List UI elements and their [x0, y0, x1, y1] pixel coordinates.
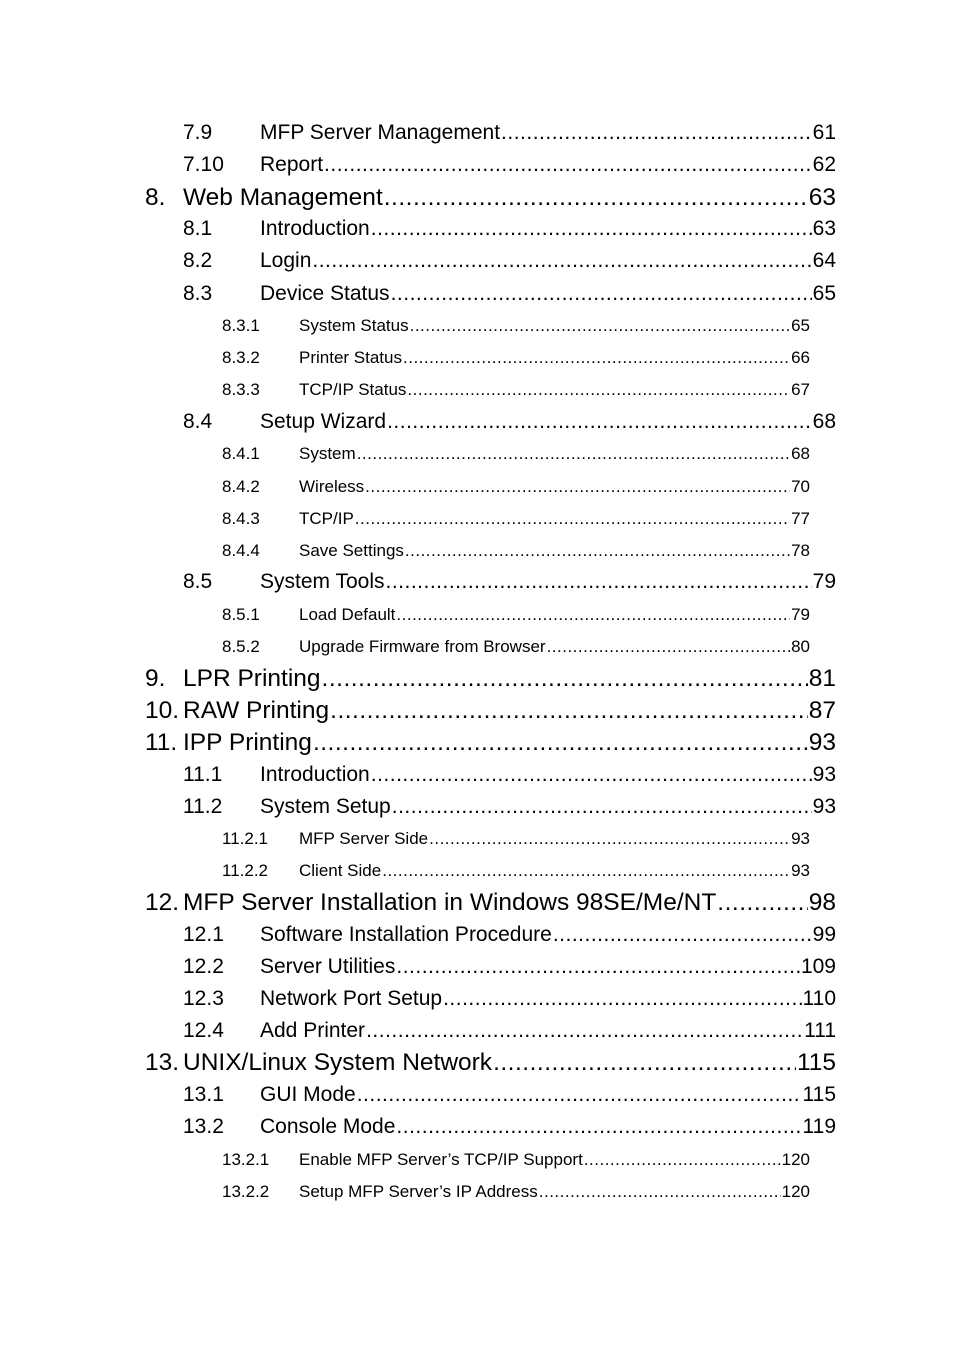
dot-leader: [355, 509, 790, 529]
toc-entry-page: 70: [791, 477, 810, 496]
toc-entry-page: 120: [781, 1150, 810, 1169]
dot-leader: [324, 153, 812, 177]
toc-entry-number: 12.4: [183, 1019, 224, 1042]
toc-entry-number: 8.3: [183, 282, 213, 305]
toc-entry-title: RAW Printing: [183, 697, 330, 724]
toc-entry-number: 8.5.2: [222, 637, 260, 656]
toc-entry-number: 10.: [145, 697, 180, 724]
toc-entry-title: Report: [260, 153, 324, 176]
dot-leader: [384, 184, 808, 212]
toc-entry-title: Client Side: [299, 861, 382, 880]
toc-entry-title: Setup MFP Server’s IP Address: [299, 1182, 538, 1201]
toc-entry-page: 64: [812, 249, 836, 272]
dot-leader: [371, 763, 812, 787]
toc-entry-title: System: [299, 444, 356, 463]
toc-entry-title: Software Installation Procedure: [260, 923, 552, 946]
toc-entry[interactable]: [145, 697, 836, 727]
toc-entry-title: TCP/IP: [299, 509, 354, 528]
toc-entry-number: 13.2.2: [222, 1182, 270, 1201]
dot-leader: [396, 955, 800, 979]
toc-entry[interactable]: [183, 282, 836, 310]
toc-entry[interactable]: [183, 249, 836, 277]
toc-entry-title: GUI Mode: [260, 1083, 356, 1106]
dot-leader: [371, 217, 812, 241]
toc-entry[interactable]: [183, 121, 836, 149]
toc-entry-number: 12.2: [183, 955, 224, 978]
toc-entry-page: 119: [802, 1115, 836, 1138]
toc-entry[interactable]: [183, 1019, 836, 1047]
toc-entry-number: 13.2: [183, 1115, 224, 1138]
toc-entry-number: 7.9: [183, 121, 213, 144]
toc-entry-page: 78: [791, 541, 810, 560]
toc-entry-page: 87: [808, 697, 836, 724]
dot-leader: [493, 1049, 796, 1077]
toc-entry-page: 63: [812, 217, 836, 240]
toc-entry-page: 93: [791, 829, 810, 848]
toc-entry[interactable]: [183, 955, 836, 983]
dot-leader: [391, 282, 812, 306]
toc-entry-page: 81: [808, 665, 836, 692]
toc-entry-title: Enable MFP Server’s TCP/IP Support: [299, 1150, 583, 1169]
toc-entry-page: 65: [812, 282, 836, 305]
toc-entry[interactable]: [222, 477, 810, 501]
toc-entry-number: 11.1: [183, 763, 223, 786]
toc-entry-number: 8.4: [183, 410, 213, 433]
toc-entry-page: 110: [802, 987, 836, 1010]
toc-entry-title: Setup Wizard: [260, 410, 387, 433]
toc-entry[interactable]: [145, 1049, 836, 1079]
toc-entry-number: 8.2: [183, 249, 213, 272]
toc-entry-page: 61: [812, 121, 836, 144]
dot-leader: [322, 665, 808, 693]
toc-entry-title: System Setup: [260, 795, 391, 818]
dot-leader: [584, 1150, 781, 1170]
toc-entry-page: 67: [791, 380, 810, 399]
toc-entry-number: 11.2.2: [222, 861, 269, 880]
dot-leader: [407, 380, 790, 400]
toc-entry-title: Console Mode: [260, 1115, 396, 1138]
toc-entry-title: Introduction: [260, 763, 370, 786]
dot-leader: [501, 121, 812, 145]
toc-entry-page: 79: [791, 605, 810, 624]
toc-entry[interactable]: [222, 1182, 810, 1206]
toc-entry-page: 93: [812, 795, 836, 818]
toc-entry-title: MFP Server Management: [260, 121, 501, 144]
dot-leader: [382, 861, 790, 881]
toc-entry-number: 8.4.1: [222, 444, 260, 463]
toc-entry-number: 12.1: [183, 923, 224, 946]
toc-entry-page: 62: [812, 153, 836, 176]
toc-entry[interactable]: [145, 729, 836, 759]
toc-entry-title: Web Management: [183, 184, 383, 211]
dot-leader: [429, 829, 790, 849]
toc-entry-number: 9.: [145, 665, 166, 692]
toc-entry-number: 11.2: [183, 795, 223, 818]
toc-entry-title: Network Port Setup: [260, 987, 443, 1010]
toc-entry-page: 65: [791, 316, 810, 335]
toc-entry-title: UNIX/Linux System Network: [183, 1049, 493, 1076]
toc-entry-number: 13.1: [183, 1083, 224, 1106]
toc-entry-page: 79: [812, 570, 836, 593]
toc-entry-title: TCP/IP Status: [299, 380, 407, 399]
toc-entry-number: 7.10: [183, 153, 224, 176]
toc-entry[interactable]: [183, 987, 836, 1015]
dot-leader: [357, 444, 790, 464]
toc-entry-number: 8.4.3: [222, 509, 260, 528]
toc-entry-number: 12.3: [183, 987, 224, 1010]
dot-leader: [366, 1019, 803, 1043]
toc-entry[interactable]: [222, 380, 810, 404]
toc-entry-number: 13.2.1: [222, 1150, 270, 1169]
toc-entry-page: 66: [791, 348, 810, 367]
toc-entry-number: 8.: [145, 184, 166, 211]
dot-leader: [365, 477, 790, 497]
toc-entry-page: 63: [808, 184, 836, 211]
toc-entry[interactable]: [183, 217, 836, 245]
dot-leader: [396, 605, 790, 625]
toc-entry-title: Upgrade Firmware from Browser: [299, 637, 546, 656]
dot-leader: [396, 1115, 801, 1139]
toc-entry-title: LPR Printing: [183, 665, 321, 692]
toc-entry-page: 115: [802, 1083, 836, 1106]
dot-leader: [410, 316, 790, 336]
toc-entry-page: 109: [800, 955, 836, 978]
dot-leader: [547, 637, 791, 657]
dot-leader: [330, 697, 808, 725]
dot-leader: [357, 1083, 802, 1107]
toc-entry-number: 13.: [145, 1049, 180, 1076]
toc-entry-page: 111: [804, 1019, 836, 1042]
toc-entry-title: Device Status: [260, 282, 390, 305]
toc-entry[interactable]: [222, 444, 810, 468]
toc-entry-number: 8.4.2: [222, 477, 260, 496]
toc-entry-number: 8.3.3: [222, 380, 260, 399]
dot-leader: [387, 410, 812, 434]
toc-entry-title: System Status: [299, 316, 409, 335]
toc-entry[interactable]: [183, 570, 836, 598]
toc-entry-page: 93: [812, 763, 836, 786]
toc-entry[interactable]: [222, 348, 810, 372]
dot-leader: [386, 570, 812, 594]
toc-entry-page: 77: [791, 509, 810, 528]
dot-leader: [443, 987, 801, 1011]
toc-entry-page: 120: [781, 1182, 810, 1201]
toc-entry[interactable]: [222, 637, 810, 661]
dot-leader: [539, 1182, 781, 1202]
toc-entry[interactable]: [222, 605, 810, 629]
toc-entry[interactable]: [222, 1150, 810, 1174]
toc-entry-page: 93: [791, 861, 810, 880]
dot-leader: [553, 923, 812, 947]
dot-leader: [405, 541, 790, 561]
toc-entry-title: MFP Server Installation in Windows 98SE/Me/NT: [183, 889, 717, 916]
toc-entry-number: 12.: [145, 889, 180, 916]
toc-entry-page: 68: [812, 410, 836, 433]
toc-entry[interactable]: [222, 861, 810, 885]
toc-entry-page: 80: [791, 637, 810, 656]
toc-entry-title: Wireless: [299, 477, 365, 496]
toc-entry-page: 115: [796, 1049, 836, 1076]
toc-entry-title: Load Default: [299, 605, 396, 624]
toc-entry-number: 8.3.2: [222, 348, 260, 367]
toc-entry-number: 8.5.1: [222, 605, 260, 624]
toc-entry-number: 8.5: [183, 570, 213, 593]
dot-leader: [403, 348, 790, 368]
toc-entry-title: Server Utilities: [260, 955, 396, 978]
toc-entry[interactable]: [183, 795, 836, 823]
toc-entry[interactable]: [145, 665, 836, 695]
dot-leader: [717, 889, 807, 917]
toc-entry-page: 93: [808, 729, 836, 756]
toc-entry-page: 98: [808, 889, 836, 916]
toc-entry-number: 11.2.1: [222, 829, 269, 848]
toc-entry[interactable]: [145, 184, 836, 214]
toc-entry-title: Printer Status: [299, 348, 402, 367]
toc-entry-page: 99: [812, 923, 836, 946]
dot-leader: [312, 249, 811, 273]
toc-entry[interactable]: [145, 889, 836, 919]
toc-entry-number: 8.1: [183, 217, 213, 240]
dot-leader: [392, 795, 812, 819]
toc-entry[interactable]: [222, 509, 810, 533]
toc-entry-title: System Tools: [260, 570, 385, 593]
toc-entry-title: Introduction: [260, 217, 370, 240]
toc-entry-title: IPP Printing: [183, 729, 312, 756]
toc-entry-number: 8.3.1: [222, 316, 260, 335]
toc-entry-number: 11.: [145, 729, 178, 756]
toc-entry[interactable]: [183, 1083, 836, 1111]
toc-entry-page: 68: [791, 444, 810, 463]
toc-entry-title: MFP Server Side: [299, 829, 429, 848]
toc-entry[interactable]: [183, 763, 836, 791]
toc-entry-title: Login: [260, 249, 312, 272]
toc-entry[interactable]: [183, 410, 836, 438]
toc-entry-title: Save Settings: [299, 541, 404, 560]
dot-leader: [313, 729, 808, 757]
toc-entry[interactable]: [222, 829, 810, 853]
toc-entry[interactable]: [222, 541, 810, 565]
toc-entry-number: 8.4.4: [222, 541, 260, 560]
toc-entry[interactable]: [183, 1115, 836, 1143]
toc-entry[interactable]: [183, 153, 836, 181]
toc-entry[interactable]: [222, 316, 810, 340]
toc-entry-title: Add Printer: [260, 1019, 366, 1042]
toc-entry[interactable]: [183, 923, 836, 951]
